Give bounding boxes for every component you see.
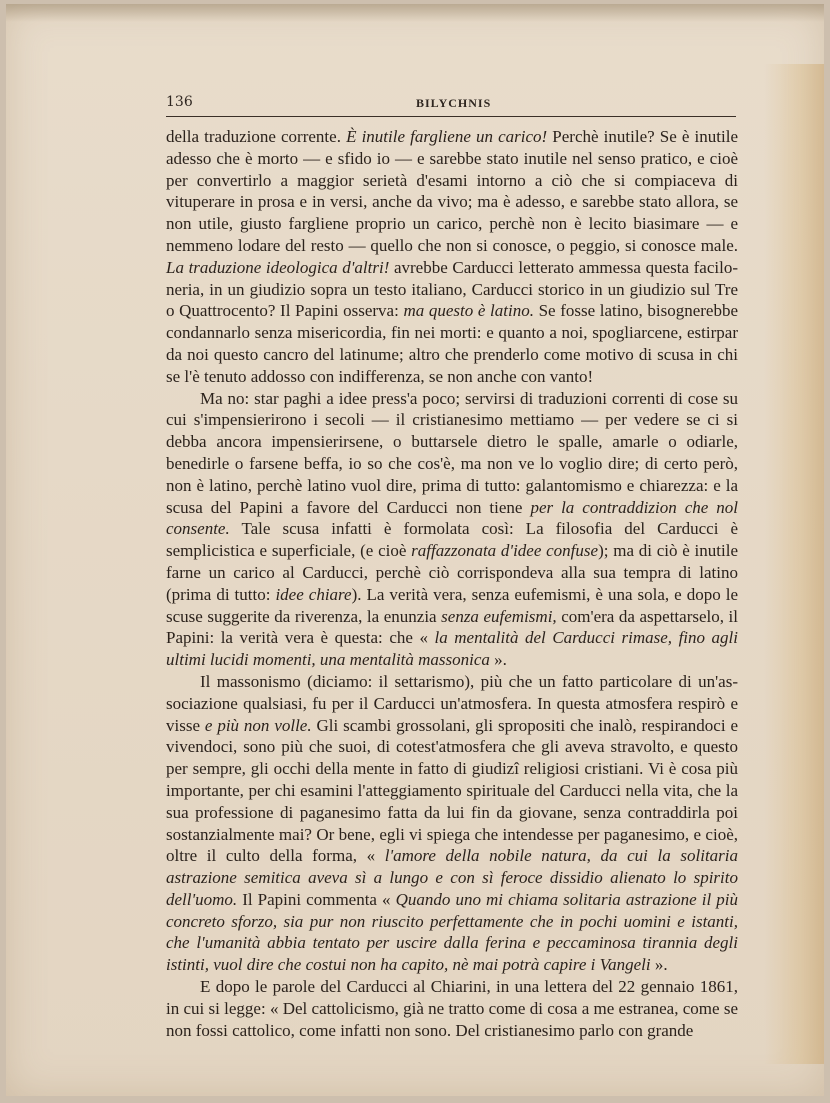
text-run: Il massonismo (diciamo: il settarismo), più che un fatto particolare di un'associazione qualsiasi, fu per il Carducci un'atmosfera. In questa atmosfera respirò e visse: [166, 671, 738, 735]
italic-run: senza eufemismi,: [441, 606, 557, 626]
running-title: BILYCHNIS: [416, 96, 492, 110]
page-header: [166, 94, 736, 116]
text-run: Se fosse latino, bisognerebbe condannarlo senza misericordia, fin nei morti: e quanto a noi, spogliarcene, estirpar da noi questo cancro del latinume; altro che prenderlo come motivo di scusa in chi se l'è tenuto addosso con indifferenza, se non anche con vanto!: [166, 301, 738, 386]
paragraph: [166, 671, 738, 976]
italic-run: la mentalità del Carducci rimase, fino agli ultimi lucidi momenti, una mentalità massonica: [166, 628, 738, 670]
paragraph: [166, 388, 738, 671]
text-run: della traduzione corrente.: [166, 127, 347, 146]
text-run: ».: [489, 650, 507, 670]
text-run: com'era da aspettarselo, il Papini: la verità vera è questa: che «: [166, 606, 738, 648]
paragraph: [166, 976, 738, 1041]
italic-run: La traduzione ideologica d'altri!: [166, 257, 390, 277]
italic-run: l'amore della nobile natura, da cui la solitaria astrazione semitica aveva sì a lungo e con sì feroce dissidio alienato lo spirito dell'uomo.: [166, 846, 739, 909]
page-number: 136: [166, 94, 193, 110]
text-run: Tale scusa infatti è formolata così: La filosofia del Carducci è semplicistica e superficiale, (e cioè: [166, 519, 738, 561]
italic-run: idee chiare: [275, 584, 352, 604]
body-text: [166, 126, 738, 1041]
header-rule: [166, 116, 736, 117]
text-run: avrebbe Carducci letterato ammessa questa faciloneria, in un giudizio sopra un testo italiano, Carducci storico in un giudizio sul Tre o Quattrocento? Il Papini osserva:: [166, 257, 738, 321]
text-run: E dopo le parole del Carducci al Chiarini, in una lettera del 22 gennaio 1861, in cui si legge: « Del cattolicismo, già ne tratto come di cosa a me estranea, come se non fossi cattolico, come infatti non sono. Del cristianesimo parlo con grande: [166, 977, 738, 1040]
italic-run: per la contraddizion che nol consente.: [166, 497, 738, 539]
foxing-stain: [764, 64, 824, 1064]
text-run: ); ma di ciò è inutile farne un carico al Carducci, perchè ciò corrispondeva alla sua tempra di latino (prima di tutto:: [166, 541, 738, 604]
italic-run: raffazzonata d'idee confuse: [411, 541, 599, 561]
text-run: Ma no: star paghi a idee press'a poco; servirsi di traduzioni correnti di cose su cui s'impensierirono i secoli — il cristianesimo mettiamo — per vedere se ci si debba ancora impensierirsene, o buttarsele dietro le spalle, amarle o odiarle, benedirle o farsene beffa, io so che cos'è, ma non ve lo voglio dire; di certo però, non è latino, perchè latino vuol dire, prima di tutto: galantomismo e chiarezza: e la scusa del Papini a favore del Carducci non tiene: [166, 388, 738, 517]
italic-run: Quando uno mi chiama solitaria astrazione il più concreto sforzo, sia pur non riuscito perfettamente che in pochi uomini e istanti, che l'umanità abbia tentato per uscire dalla ferina e peccaminosa tirannia degli istinti, vuol dire che costui non ha capito, nè mai potrà capire i Vangeli: [166, 889, 738, 975]
italic-run: ma questo è latino.: [403, 301, 534, 321]
text-run: Gli scambi grossolani, gli spropositi che inalò, respirandoci e vivendoci, sono più che suoi, di cotest'atmosfera che gli aveva stravolto, e questo per sempre, gli occhi della mente in fatto di giudizî religiosi cristiani. Vi è cosa più importante, per chi esamini l'atteggiamento spirituale del Carducci nella vita, che la sua professione di paganesimo fatta da lui fin da giovane, senza contraddirla poi sostanzialmente mai? Or bene, egli vi spiega che intendesse per paganesimo, e cioè, oltre il culto della forma, «: [166, 715, 738, 866]
top-edge-shadow: [6, 4, 824, 22]
paragraph: [166, 126, 738, 388]
italic-run: È inutile fargliene un carico!: [346, 127, 548, 146]
text-run: Perchè inutile? Se è inutile adesso che è morto — e sfido io — e sarebbe stato inutile nel senso pratico, e cioè per convertirlo a maggior serietà d'esami intorno a ciò che si compiaceva di vituperare in prosa e in versi, anche da vivo; ma è adesso, e sarebbe stato allora, se non utile, giusto fargliene proprio un carico, perchè non è lecito biasimare — e nemmeno lodare del resto — quello che non si conosce, o peggio, si conosce male.: [166, 127, 738, 255]
text-run: ».: [650, 955, 668, 975]
italic-run: e più non volle.: [204, 715, 312, 735]
text-run: Il Papini commenta «: [237, 889, 396, 909]
text-run: ). La verità vera, senza eufemismi, è una sola, e dopo le scuse suggerite da riverenza, la enunzia: [166, 584, 738, 626]
